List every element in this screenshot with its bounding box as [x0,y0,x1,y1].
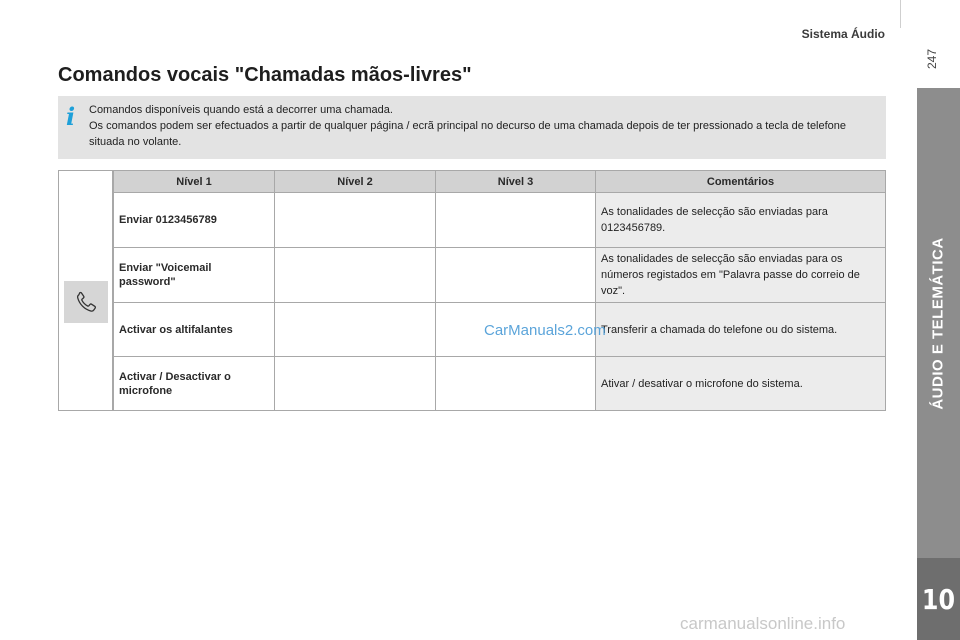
row-level1: Activar / Desactivar o microfone [114,357,275,411]
row-level2 [275,357,436,411]
phone-icon [73,289,99,315]
table-row [114,248,886,303]
header-comments: Comentários [596,171,886,193]
phone-icon-column [59,171,113,410]
chapter-number-box [917,558,960,640]
table-row [114,193,886,248]
chapter-number: 10 [921,582,956,616]
row-level3 [436,248,596,303]
row-level1: Enviar "Voicemail password" [114,248,275,303]
row-level3 [436,357,596,411]
info-box [58,96,886,159]
page-number: 247 [925,48,939,70]
chapter-label-wrap [917,88,960,558]
info-icon: i [66,102,76,131]
info-line-1: Comandos disponíveis quando está a decorrer uma chamada. [89,104,393,116]
page-title: Comandos vocais "Chamadas mãos-livres" [58,64,472,86]
phone-icon-box [64,281,108,323]
info-text [89,102,869,150]
row-comment: Ativar / desativar o microfone do sistema. [596,357,886,411]
row-comment: As tonalidades de selecção são enviadas para os números registados em "Palavra passe do correio de voz". [596,248,886,303]
row-level3 [436,193,596,248]
section-title: Sistema Áudio [801,27,885,41]
header-level2: Nível 2 [275,171,436,193]
commands-table [113,171,885,411]
row-level2 [275,248,436,303]
header-level1: Nível 1 [114,171,275,193]
row-comment: Transferir a chamada do telefone ou do sistema. [596,303,886,357]
watermark-footer: carmanualsonline.info [680,614,846,633]
table-header-row [114,171,886,193]
table-row [114,357,886,411]
chapter-side-tab [917,88,960,640]
voice-commands-table [58,170,886,411]
header-divider [900,0,901,28]
row-level2 [275,303,436,357]
chapter-label: ÁUDIO E TELEMÁTICA [930,236,947,410]
row-level2 [275,193,436,248]
watermark-carmanuals: CarManuals2.com [484,322,606,339]
header-level3: Nível 3 [436,171,596,193]
row-comment: As tonalidades de selecção são enviadas para 0123456789. [596,193,886,248]
row-level1: Activar os altifalantes [114,303,275,357]
row-level1: Enviar 0123456789 [114,193,275,248]
info-line-2: Os comandos podem ser efectuados a partir de qualquer página / ecrã principal no decurso de uma chamada depois de ter pressionado a tecla de telefone situada no volante. [89,120,847,148]
